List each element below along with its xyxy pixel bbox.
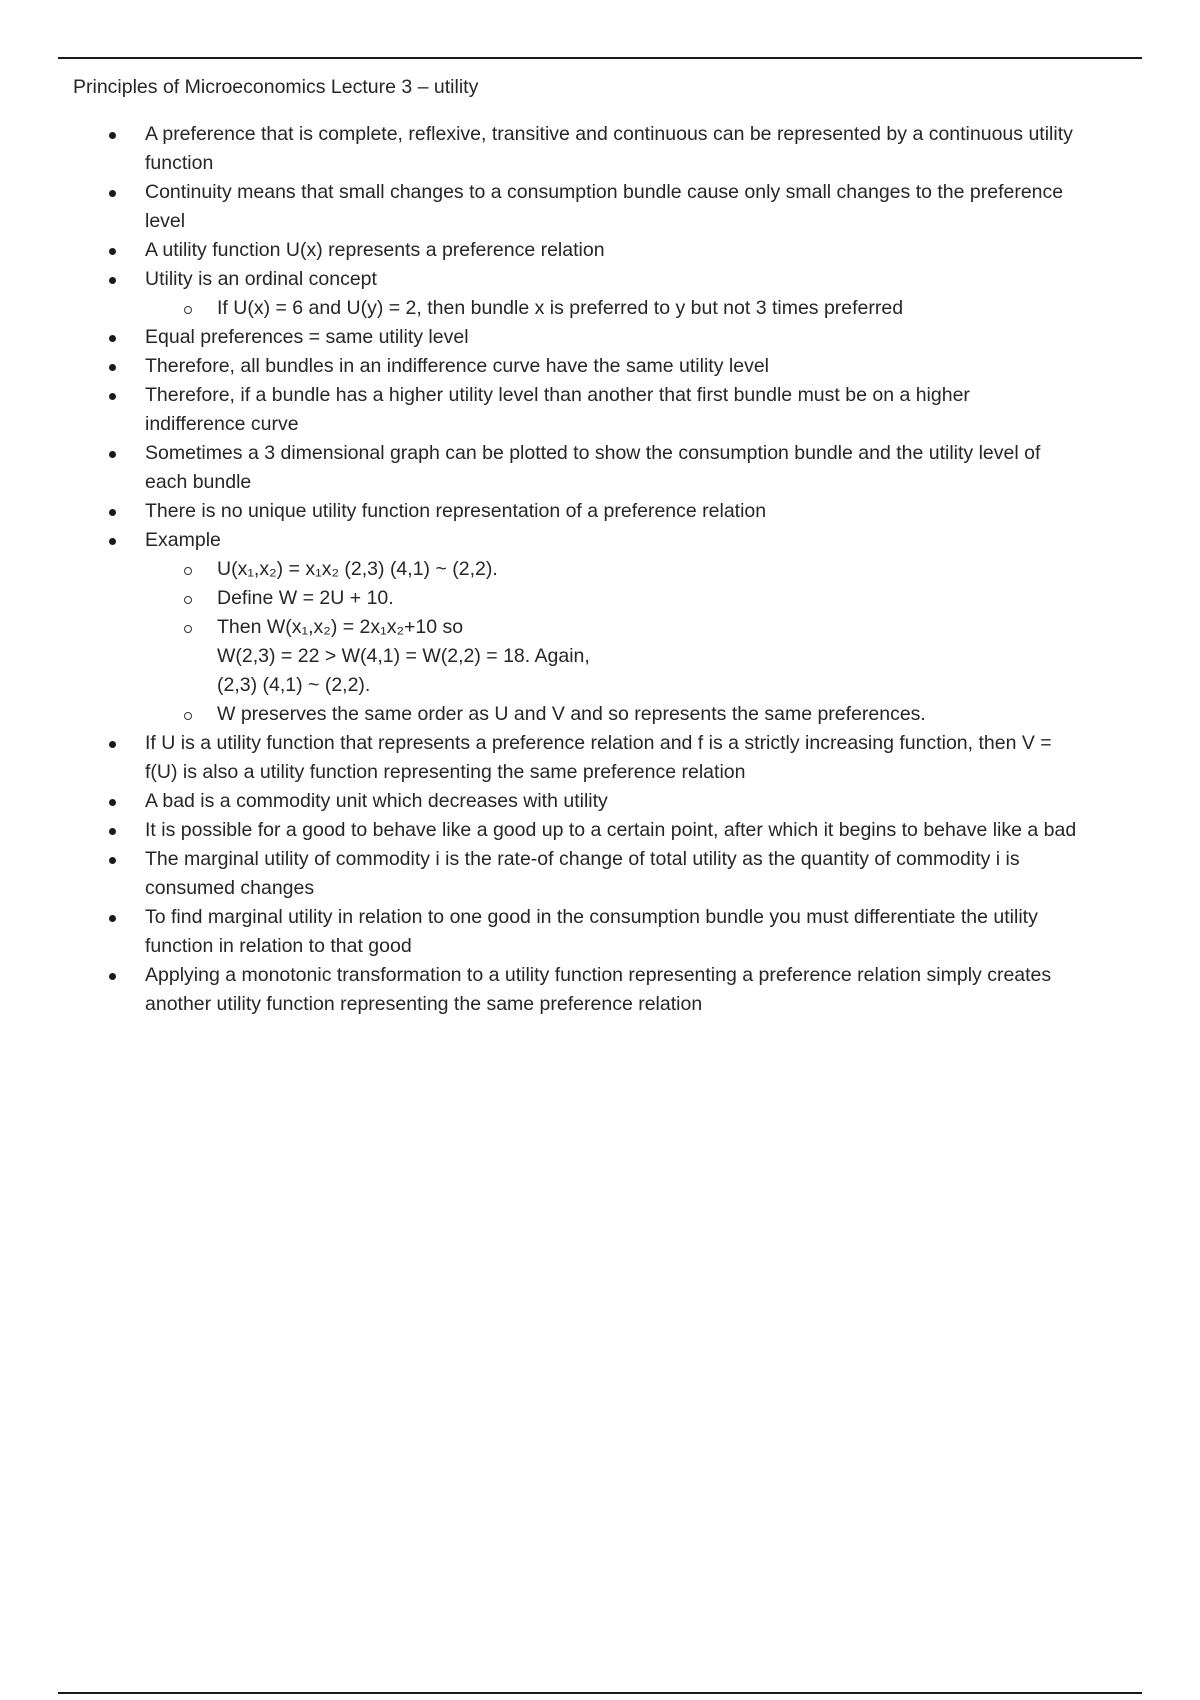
list-item-text: Define W = 2U + 10.	[217, 587, 394, 609]
sub-list-item	[0, 700, 1127, 729]
sub-list-item	[0, 584, 1127, 613]
footer-rule	[58, 1692, 1142, 1694]
list-item-text: Equal preferences = same utility level	[145, 326, 469, 348]
document-title: Principles of Microeconomics Lecture 3 – utility	[73, 76, 479, 98]
sub-list-item	[0, 294, 1127, 323]
list-item	[0, 236, 1127, 265]
list-item	[0, 961, 1127, 1019]
list-item-text: W preserves the same order as U and V and so represents the same preferences.	[217, 703, 926, 725]
list-item	[0, 816, 1127, 845]
list-item-text: Applying a monotonic transformation to a utility function representing a preference relation simply creates another utility function representing the same preference relation	[145, 964, 1052, 1015]
list-item	[0, 903, 1127, 961]
list-item-text: Therefore, if a bundle has a higher utility level than another that first bundle must be on a higher indifference curve	[145, 384, 970, 435]
list-item-text: Utility is an ordinal concept	[145, 268, 377, 290]
list-item-text: U(x₁,x₂) = x₁x₂ (2,3) (4,1) ~ (2,2).	[217, 558, 498, 580]
list-item	[0, 120, 1127, 178]
list-item-text: A preference that is complete, reflexive, transitive and continuous can be represented by a continuous utility function	[145, 123, 1073, 174]
list-item	[0, 787, 1127, 816]
list-item	[0, 381, 1127, 439]
list-item	[0, 497, 1127, 526]
list-item-text: Continuity means that small changes to a consumption bundle cause only small changes to the preference level	[145, 181, 1064, 232]
list-item-text: Example	[145, 529, 221, 551]
list-item-text: It is possible for a good to behave like a good up to a certain point, after which it begins to behave like a bad	[145, 819, 1077, 841]
notes-list	[0, 120, 1200, 1019]
list-item-text: A bad is a commodity unit which decreases with utility	[145, 790, 608, 812]
list-item-text: If U is a utility function that represents a preference relation and f is a strictly increasing function, then V = f(U) is also a utility function representing the same preference relation	[145, 732, 1052, 783]
list-item	[0, 178, 1127, 236]
list-item-text: The marginal utility of commodity i is the rate-of change of total utility as the quantity of commodity i is consumed changes	[145, 848, 1020, 899]
sub-list-item	[0, 555, 1127, 584]
list-item-text: To find marginal utility in relation to one good in the consumption bundle you must differentiate the utility function in relation to that good	[145, 906, 1038, 957]
list-item	[0, 845, 1127, 903]
list-item	[0, 439, 1127, 497]
list-item	[0, 323, 1127, 352]
header-rule	[58, 57, 1142, 59]
list-item-text: There is no unique utility function representation of a preference relation	[145, 500, 767, 522]
list-item	[0, 265, 1127, 294]
list-item-text: Therefore, all bundles in an indifference curve have the same utility level	[145, 355, 769, 377]
list-item-text: If U(x) = 6 and U(y) = 2, then bundle x is preferred to y but not 3 times preferred	[217, 297, 904, 319]
list-item	[0, 352, 1127, 381]
list-item	[0, 729, 1127, 787]
list-item	[0, 526, 1127, 555]
list-item-text: Then W(x₁,x₂) = 2x₁x₂+10 so W(2,3) = 22 > W(4,1) = W(2,2) = 18. Again, (2,3) (4,1) ~ (2,2).	[217, 616, 590, 696]
list-item-text: Sometimes a 3 dimensional graph can be plotted to show the consumption bundle and the utility level of each bundle	[145, 442, 1041, 493]
sub-list-item	[0, 613, 1127, 700]
list-item-text: A utility function U(x) represents a preference relation	[145, 239, 605, 261]
